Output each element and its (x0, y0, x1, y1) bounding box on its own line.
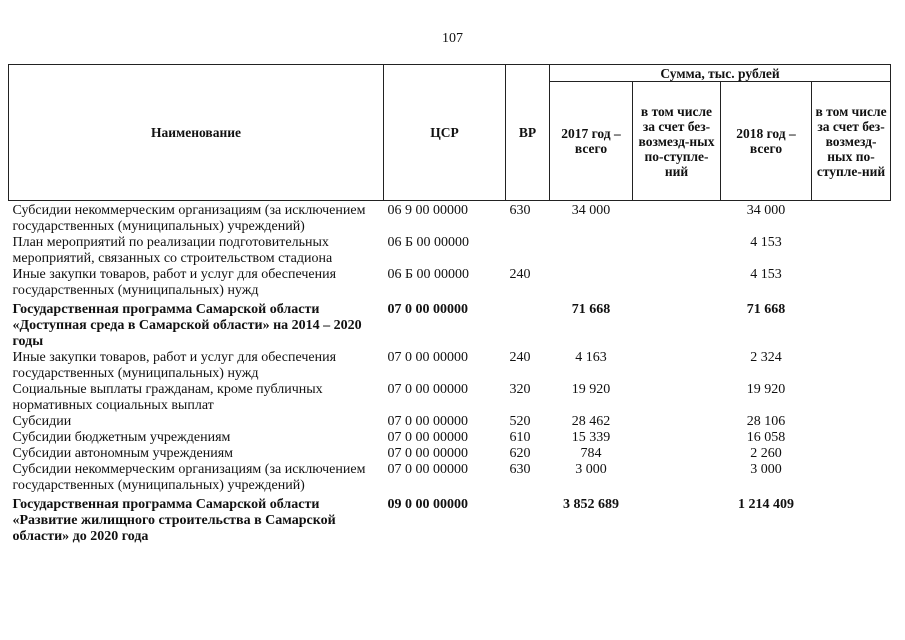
row-2017-total (550, 267, 633, 299)
row-2017-free (633, 382, 721, 414)
header-2018-total: 2018 год – всего (721, 82, 812, 201)
row-csr: 07 0 00 00000 (387, 382, 468, 397)
table-row (9, 267, 891, 299)
page-number: 107 (442, 31, 463, 46)
row-csr: 07 0 00 00000 (387, 302, 468, 317)
row-2017-total: 71 668 (571, 302, 611, 317)
row-2017-free (633, 494, 721, 545)
row-2017-free (633, 414, 721, 430)
row-name: Государственная программа Самарской области «Доступная среда в Самарской области» на 2014 – 2020 годы (12, 302, 362, 349)
table-row (9, 494, 891, 545)
row-csr: 06 9 00 00000 (387, 203, 468, 218)
row-2018-free (812, 494, 891, 545)
row-2018-total: 28 106 (746, 414, 786, 429)
row-2018-total: 19 920 (746, 382, 786, 397)
row-name: Иные закупки товаров, работ и услуг для обеспечения государственных (муниципальных) нужд (12, 350, 337, 381)
row-2018-free (812, 350, 891, 382)
row-2017-free (633, 350, 721, 382)
table-row (9, 235, 891, 267)
row-csr: 06 Б 00 00000 (387, 267, 470, 282)
row-name: Субсидии автономным учреждениям (12, 446, 234, 461)
row-csr: 07 0 00 00000 (387, 414, 468, 429)
header-csr: ЦСР (384, 65, 506, 201)
table-row (9, 446, 891, 462)
row-vr: 320 (509, 382, 531, 397)
row-2018-total: 3 000 (750, 462, 782, 477)
row-2017-total: 19 920 (571, 382, 611, 397)
row-vr: 630 (509, 462, 531, 477)
row-2017-free (633, 267, 721, 299)
row-vr: 630 (509, 203, 531, 218)
row-vr (506, 299, 550, 350)
row-csr: 07 0 00 00000 (387, 430, 468, 445)
table-row (9, 299, 891, 350)
row-vr (506, 494, 550, 545)
row-2018-free (812, 430, 891, 446)
header-vr: ВР (506, 65, 550, 201)
row-2018-free (812, 203, 891, 235)
row-2018-free (812, 235, 891, 267)
row-2018-free (812, 267, 891, 299)
row-2017-total: 3 852 689 (563, 497, 619, 512)
row-name: Субсидии (12, 414, 72, 429)
row-2017-free (633, 299, 721, 350)
row-2018-free (812, 414, 891, 430)
row-2017-total: 3 000 (575, 462, 607, 477)
row-vr (506, 235, 550, 267)
row-2018-free (812, 446, 891, 462)
row-name: Государственная программа Самарской области «Развитие жилищного строительства в Самарской области» до 2020 года (12, 497, 336, 544)
row-2018-total: 1 214 409 (738, 497, 794, 512)
row-2018-total: 2 324 (750, 350, 782, 365)
row-name: Субсидии некоммерческим организациям (за исключением государственных (муниципальных) учреждений) (12, 203, 366, 234)
row-2018-total: 16 058 (746, 430, 786, 445)
row-csr: 07 0 00 00000 (387, 462, 468, 477)
row-2017-free (633, 430, 721, 446)
header-2017-free: в том числе за счет без-возмезд-ных по-ступле-ний (633, 82, 721, 201)
table-row (9, 430, 891, 446)
row-2017-free (633, 235, 721, 267)
row-vr: 610 (509, 430, 531, 445)
row-2018-free (812, 299, 891, 350)
table-row (9, 203, 891, 235)
row-2017-free (633, 446, 721, 462)
row-vr: 520 (509, 414, 531, 429)
row-2017-total: 15 339 (571, 430, 611, 445)
header-sum-group: Сумма, тыс. рублей (550, 65, 891, 82)
row-2018-total: 4 153 (750, 267, 782, 282)
row-2017-total: 28 462 (571, 414, 611, 429)
row-2018-free (812, 382, 891, 414)
table-row (9, 350, 891, 382)
row-2018-total: 4 153 (750, 235, 782, 250)
row-name: Субсидии бюджетным учреждениям (12, 430, 231, 445)
row-2017-total (550, 235, 633, 267)
row-csr: 06 Б 00 00000 (387, 235, 470, 250)
row-2017-free (633, 462, 721, 494)
row-vr: 240 (509, 350, 531, 365)
row-vr: 620 (509, 446, 531, 461)
row-2018-total: 34 000 (746, 203, 786, 218)
header-name: Наименование (9, 65, 384, 201)
budget-table (8, 64, 891, 545)
row-2017-free (633, 203, 721, 235)
header-2017-total: 2017 год – всего (550, 82, 633, 201)
table-body (9, 201, 891, 546)
row-name: Субсидии некоммерческим организациям (за исключением государственных (муниципальных) учреждений) (12, 462, 366, 493)
row-2017-total: 4 163 (575, 350, 607, 365)
table-row (9, 382, 891, 414)
row-2018-total: 2 260 (750, 446, 782, 461)
table-row (9, 462, 891, 494)
row-name: План мероприятий по реализации подготовительных мероприятий, связанных со строительством стадиона (12, 235, 333, 266)
row-2017-total: 34 000 (571, 203, 611, 218)
row-csr: 07 0 00 00000 (387, 446, 468, 461)
row-name: Иные закупки товаров, работ и услуг для обеспечения государственных (муниципальных) нужд (12, 267, 337, 298)
row-2018-total: 71 668 (746, 302, 786, 317)
row-2017-total: 784 (580, 446, 602, 461)
row-name: Социальные выплаты гражданам, кроме публичных нормативных социальных выплат (12, 382, 323, 413)
header-2018-free: в том числе за счет без-возмезд-ных по-ступле-ний (812, 82, 891, 201)
row-csr: 09 0 00 00000 (387, 497, 468, 512)
table-row (9, 414, 891, 430)
row-2018-free (812, 462, 891, 494)
row-csr: 07 0 00 00000 (387, 350, 468, 365)
row-vr: 240 (509, 267, 531, 282)
